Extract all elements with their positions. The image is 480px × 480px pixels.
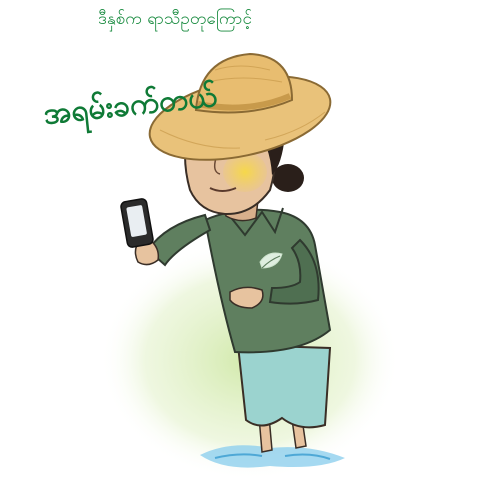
- caption-main-line: အရမ်းခက်တယ်: [41, 78, 219, 132]
- caption-top-line: ဒီနှစ်က ရာသီဥတုကြောင့်: [98, 9, 252, 29]
- mobile-phone-icon: [120, 198, 154, 248]
- hand-right: [230, 287, 263, 308]
- longyi: [238, 345, 330, 427]
